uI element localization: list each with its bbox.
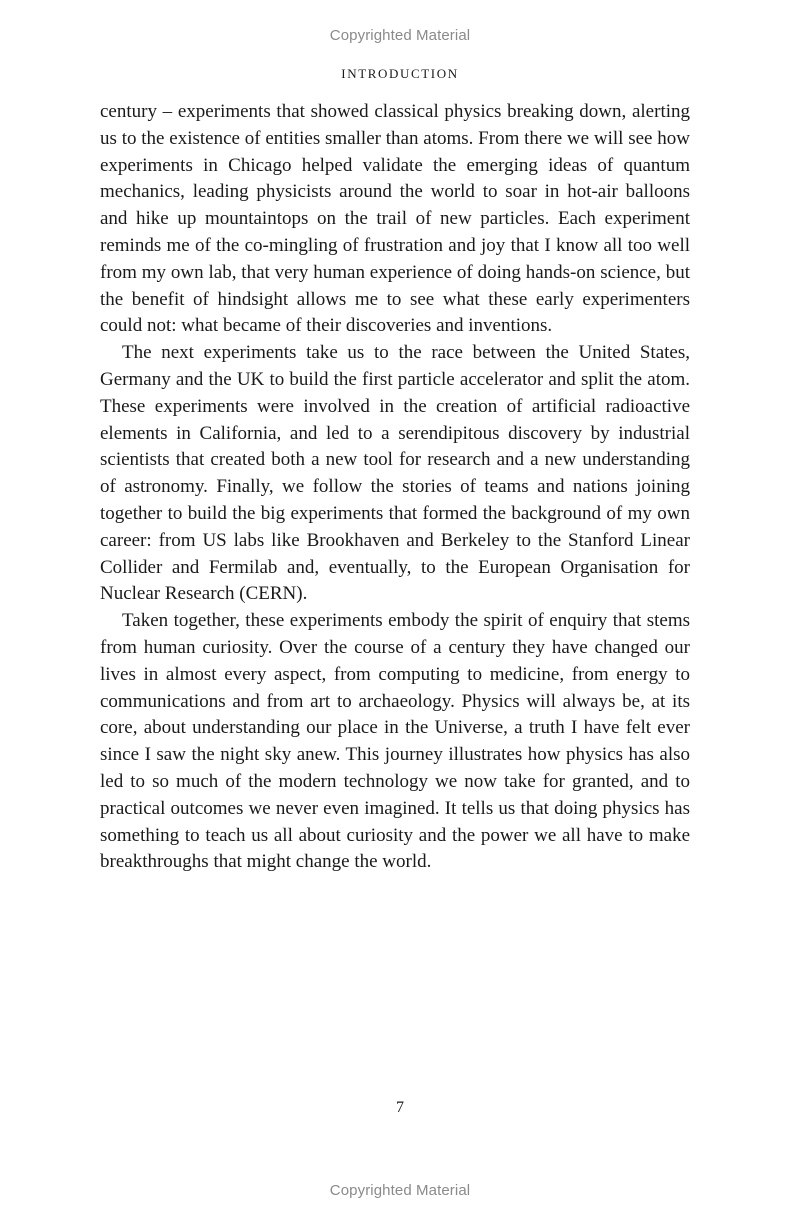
paragraph-1: century – experiments that showed classical physics breaking down, alerting us to the existence of entities smaller than atoms. From there we will see how experiments in Chicago helped validate the emerging ideas of quantum mechanics, leading physicists around the world to soar in hot-air balloons and hike up mountaintops on the trail of new particles. Each experiment reminds me of the co-mingling of frustration and joy that I know all too well from my own lab, that very human experience of doing hands-on science, but the benefit of hindsight allows me to see what these early experimenters could not: what became of their discoveries and inventions. [100, 101, 690, 337]
paragraph-2: The next experiments take us to the race between the United States, Germany and the UK to build the first particle accelerator and split the atom. These experiments were involved in the creation of artificial radioactive elements in California, and led to a serendipitous discovery by industrial scientists that created both a new tool for research and a new understanding of astronomy. Finally, we follow the stories of teams and nations joining together to build the big experiments that formed the background of my own career: from US labs like Brookhaven and Berkeley to the Stanford Linear Collider and Fermilab and, eventually, to the European Organisation for Nuclear Research (CERN). [100, 342, 690, 605]
copyright-watermark-top: Copyrighted Material [329, 27, 471, 44]
running-head: INTRODUCTION [341, 66, 459, 81]
paragraph-3: Taken together, these experiments embody the spirit of enquiry that stems from human curiosity. Over the course of a century they have changed our lives in almost every aspect, from computing to medicine, from energy to communications and from art to archaeology. Physics will always be, at its core, about understanding our place in the Universe, a truth I have felt ever since I saw the night sky anew. This journey illustrates how physics has also led to so much of the modern technology we now take for granted, and to practical outcomes we never even imagined. It tells us that doing physics has something to teach us all about curiosity and the power we all have to make breakthroughs that might change the world. [100, 610, 690, 873]
page-number: 7 [396, 1099, 404, 1116]
body-text [100, 99, 690, 876]
copyright-watermark-bottom: Copyrighted Material [329, 1182, 471, 1199]
